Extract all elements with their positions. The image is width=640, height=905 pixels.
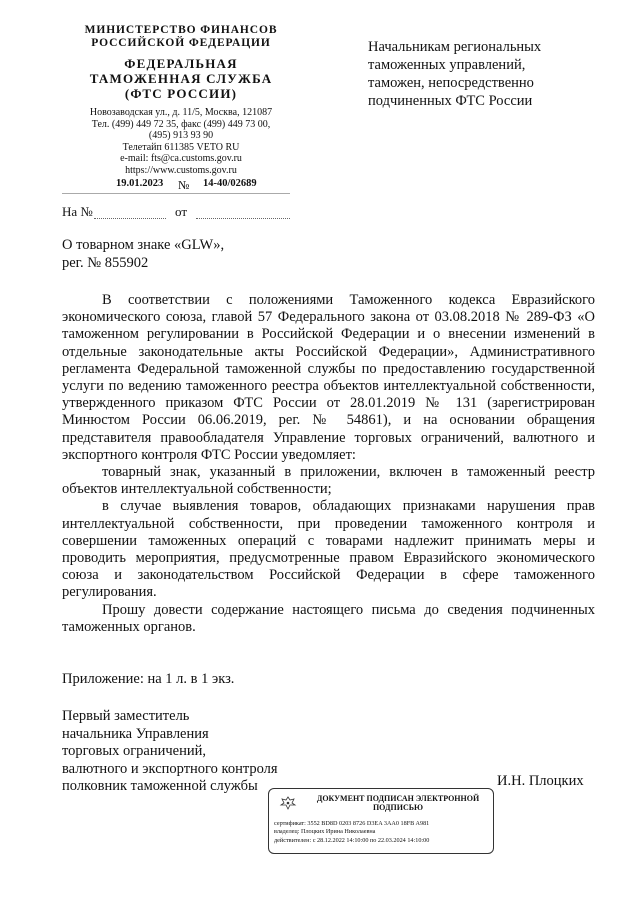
- service-line-2: ТАМОЖЕННАЯ СЛУЖБА: [89, 71, 273, 86]
- registration-date: 19.01.2023: [116, 178, 164, 189]
- teletype: Телетайп 611385 VETO RU: [122, 141, 240, 153]
- signer-line-1: Первый заместитель: [62, 708, 190, 724]
- addressee-line-3: таможен, непосредственно: [368, 75, 534, 91]
- stamp-certificate: сертификат: 3552 BD8D 0203 8726 D3EA 3AA0 18FB A981: [274, 820, 430, 827]
- signer-line-5: полковник таможенной службы: [62, 778, 258, 794]
- registration-number-sign: №: [178, 178, 190, 192]
- registration-number: 14-40/02689: [203, 178, 257, 189]
- reference-number-blank: [94, 218, 166, 219]
- registration-underline: [62, 193, 290, 194]
- signer-line-2: начальника Управления: [62, 725, 209, 742]
- service-line-3: (ФТС РОССИИ): [124, 86, 238, 101]
- stamp-title-line-1: ДОКУМЕНТ ПОДПИСАН ЭЛЕКТРОННОЙ: [316, 794, 480, 803]
- service-name: [58, 56, 304, 101]
- phone: Тел. (499) 449 72 35, факс (499) 449 73 00,: [91, 118, 271, 130]
- service-line-1: ФЕДЕРАЛЬНАЯ: [124, 56, 238, 71]
- signer-name: И.Н. Плоцких: [497, 773, 584, 789]
- contact-block: [58, 107, 304, 176]
- subject-line-2: рег. № 855902: [62, 255, 149, 271]
- attachment-note: Приложение: на 1 л. в 1 экз.: [62, 671, 235, 687]
- signer-title: [62, 708, 278, 796]
- stamp-validity: действителен: с 28.12.2022 14:10:00 по 22.03.2024 14:10:00: [274, 836, 430, 844]
- reference-from-label: от: [175, 204, 188, 219]
- ministry-line-1: МИНИСТЕРСТВО ФИНАНСОВ: [84, 24, 278, 36]
- signer-line-4: валютного и экспортного контроля: [62, 760, 278, 777]
- letter-body: [62, 292, 595, 636]
- stamp-title: [305, 794, 491, 812]
- electronic-signature-stamp: [268, 788, 494, 854]
- addressee: [368, 38, 608, 110]
- letterhead: [58, 24, 304, 176]
- subject: [62, 236, 224, 272]
- stamp-owner: владелец: Плоцких Ирина Николаевна: [274, 828, 376, 836]
- signer-line-3: торговых ограничений,: [62, 743, 206, 759]
- body-paragraph-2: товарный знак, указанный в приложении, включен в таможенный реестр объектов интеллектуальной собственности;: [62, 464, 595, 498]
- email: e-mail: fts@ca.customs.gov.ru: [120, 153, 242, 164]
- reference-date-blank: [196, 218, 290, 219]
- body-paragraph-1: В соответствии с положениями Таможенного кодекса Евразийского экономического союза, главой 57 Федерального закона от 03.08.2018 № 289-ФЗ «О таможенном регулировании в Российской Федерации и о внесении изменений в отдельные законодательные акты Российской Федерации», Административного регламента Федеральной таможенной службы по предоставлению государственной услуги по ведению таможенного реестра объектов интеллектуальной собственности, утвержденного приказом ФТС России от 28.01.2019 № 131 (зарегистрирован Минюстом России 06.06.2019, рег. № 54861), и на основании обращения представителя правообладателя Управление торговых ограничений, валютного и экспортного контроля ФТС России уведомляет:: [62, 292, 595, 463]
- ministry-name: [58, 24, 304, 50]
- addressee-line-4: подчиненных ФТС России: [368, 93, 533, 109]
- stamp-details: [274, 820, 429, 845]
- eagle-emblem-icon: [277, 795, 299, 811]
- addressee-line-1: Начальникам региональных: [368, 39, 542, 55]
- address: Новозаводская ул., д. 11/5, Москва, 121087: [89, 107, 273, 118]
- ministry-line-2: РОССИЙСКОЙ ФЕДЕРАЦИИ: [91, 37, 271, 49]
- body-paragraph-3: в случае выявления товаров, обладающих признаками нарушения прав интеллектуальной собственности, при проведении таможенного контроля и совершении таможенных операций с товарами надлежит принимать меры и проводить мероприятия, предусмотренные правом Евразийского экономического союза и законодательством Российской Федерации в сфере таможенного регулирования.: [62, 498, 595, 601]
- addressee-line-2: таможенных управлений,: [368, 57, 526, 73]
- website: https://www.customs.gov.ru: [125, 164, 237, 176]
- subject-line-1: О товарном знаке «GLW»,: [62, 237, 225, 253]
- body-paragraph-4: Прошу довести содержание настоящего письма до сведения подчиненных таможенных органов.: [62, 601, 595, 635]
- stamp-title-line-2: ПОДПИСЬЮ: [372, 803, 424, 812]
- reference-label: На №: [62, 204, 93, 219]
- phone-2: (495) 913 93 90: [148, 130, 214, 141]
